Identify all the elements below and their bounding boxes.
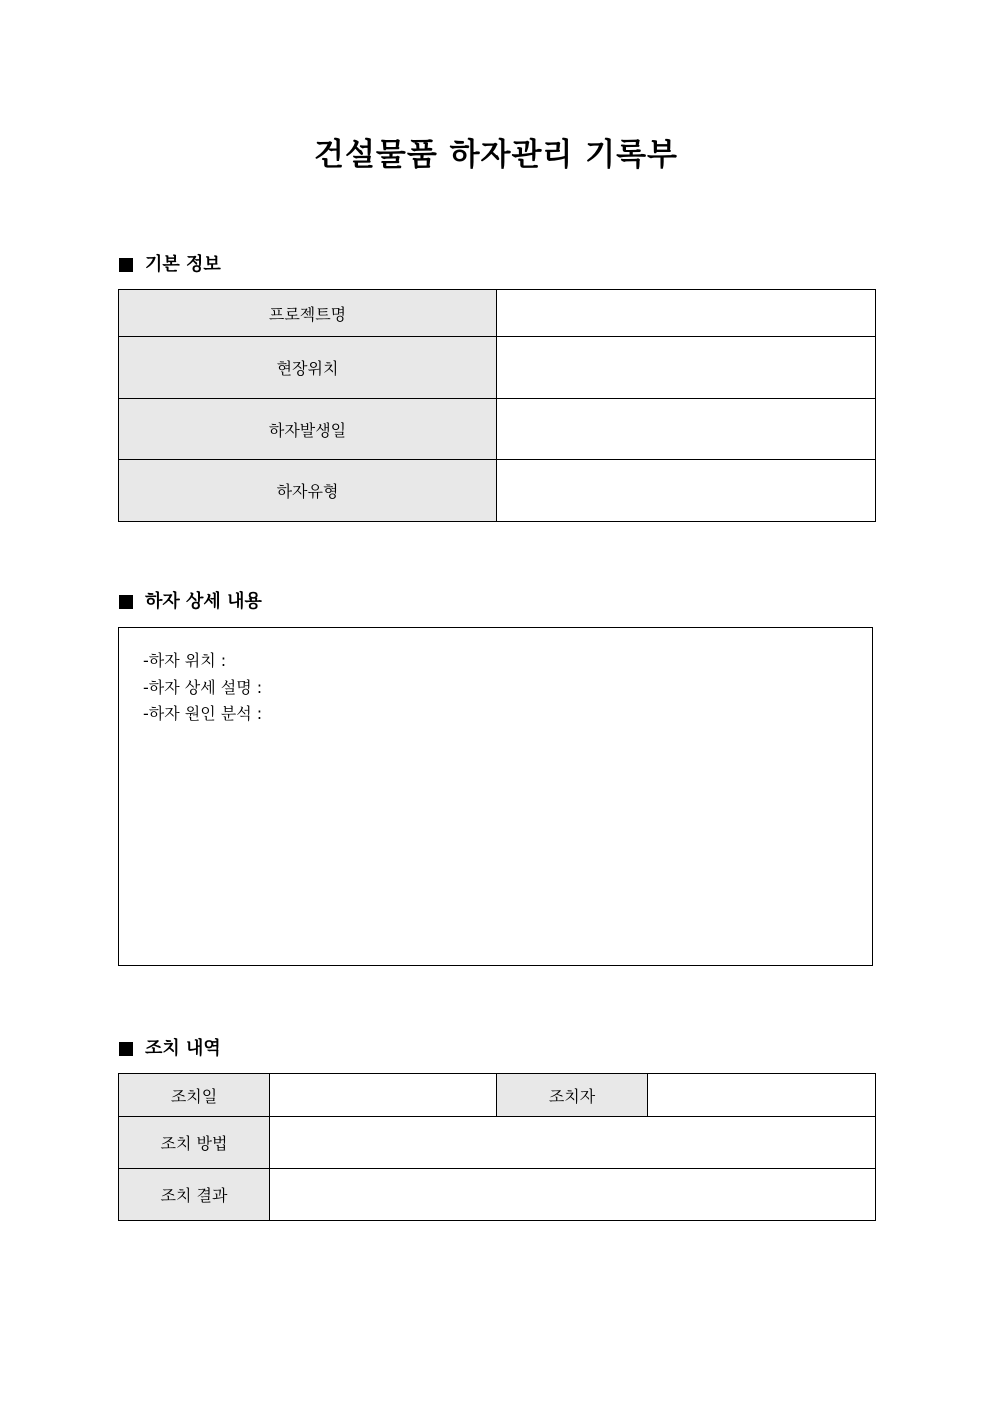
defect-detail-box[interactable] bbox=[118, 627, 873, 966]
square-bullet-icon bbox=[119, 1042, 133, 1056]
table-row bbox=[119, 1169, 876, 1221]
document-title: 건설물품 하자관리 기록부 bbox=[314, 137, 678, 173]
action-heading bbox=[119, 1037, 221, 1061]
defect-date-field[interactable] bbox=[497, 399, 876, 460]
square-bullet-icon bbox=[119, 258, 133, 272]
site-location-field[interactable] bbox=[497, 337, 876, 399]
table-row bbox=[119, 1074, 876, 1117]
basic-info-heading bbox=[119, 253, 221, 277]
action-method-label: 조치 방법 bbox=[119, 1117, 270, 1169]
table-row bbox=[119, 399, 876, 460]
defect-detail-heading-text: 하자 상세 내용 bbox=[145, 591, 262, 612]
table-row bbox=[119, 290, 876, 337]
site-location-label: 현장위치 bbox=[119, 337, 497, 399]
table-row bbox=[119, 337, 876, 399]
action-date-field[interactable] bbox=[270, 1074, 497, 1117]
table-row bbox=[119, 460, 876, 522]
action-method-field[interactable] bbox=[270, 1117, 876, 1169]
project-name-field[interactable] bbox=[497, 290, 876, 337]
defect-cause-line: -하자 원인 분석 : bbox=[143, 704, 263, 723]
square-bullet-icon bbox=[119, 595, 133, 609]
action-result-label: 조치 결과 bbox=[119, 1169, 270, 1221]
defect-type-label: 하자유형 bbox=[119, 460, 497, 522]
action-person-label: 조치자 bbox=[497, 1074, 648, 1117]
action-result-field[interactable] bbox=[270, 1169, 876, 1221]
action-table bbox=[118, 1073, 876, 1221]
table-row bbox=[119, 1117, 876, 1169]
basic-info-heading-text: 기본 정보 bbox=[145, 254, 221, 275]
action-person-field[interactable] bbox=[648, 1074, 876, 1117]
basic-info-table bbox=[118, 289, 876, 522]
action-heading-text: 조치 내역 bbox=[145, 1038, 221, 1059]
defect-date-label: 하자발생일 bbox=[119, 399, 497, 460]
defect-location-line: -하자 위치 : bbox=[143, 651, 227, 670]
action-date-label: 조치일 bbox=[119, 1074, 270, 1117]
defect-type-field[interactable] bbox=[497, 460, 876, 522]
project-name-label: 프로젝트명 bbox=[119, 290, 497, 337]
defect-description-line: -하자 상세 설명 : bbox=[143, 677, 263, 697]
defect-detail-heading bbox=[119, 590, 262, 614]
